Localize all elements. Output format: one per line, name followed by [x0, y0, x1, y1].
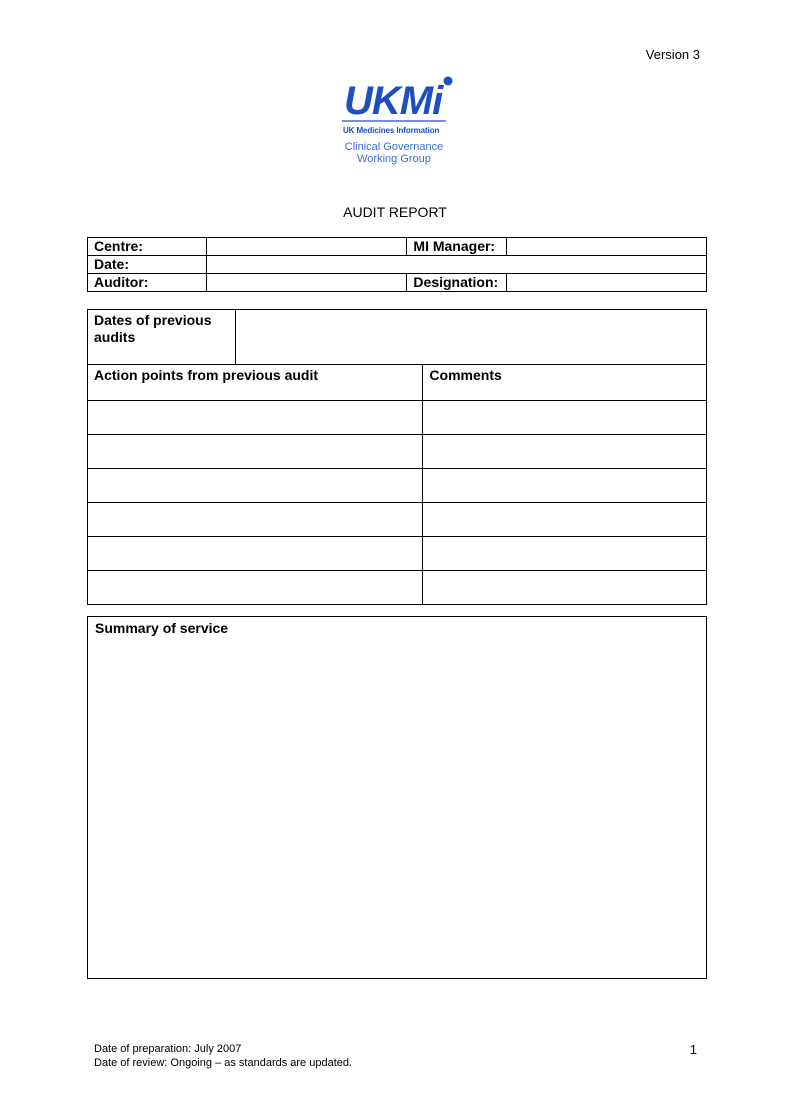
action-row — [88, 537, 707, 571]
date-row — [88, 256, 707, 274]
ukmi-logo-icon — [330, 72, 458, 126]
summary-of-service-label: Summary of service — [95, 620, 229, 636]
page-number: 1 — [689, 1042, 697, 1057]
working-group-name — [330, 141, 458, 165]
centre-field[interactable] — [206, 238, 407, 256]
comment-cell[interactable] — [423, 469, 707, 503]
audit-info-table — [87, 237, 707, 292]
group-line-1: Clinical Governance — [344, 141, 444, 153]
action-row — [88, 469, 707, 503]
action-point-cell[interactable] — [88, 469, 423, 503]
action-point-cell[interactable] — [88, 401, 423, 435]
auditor-field[interactable] — [206, 274, 407, 292]
dates-row — [88, 310, 707, 365]
action-header-row — [88, 365, 707, 401]
action-row — [88, 435, 707, 469]
designation-label: Designation: — [407, 274, 507, 292]
dates-label-line-2: audits — [94, 329, 136, 345]
group-line-2: Working Group — [357, 153, 431, 165]
comment-cell[interactable] — [423, 537, 707, 571]
dates-of-previous-audits-label — [88, 310, 236, 365]
svg-text:UKMi: UKMi — [344, 79, 443, 123]
date-field[interactable] — [206, 256, 706, 274]
dates-label-line-1: Dates of previous — [94, 312, 212, 328]
date-of-preparation: Date of preparation: July 2007 — [94, 1043, 242, 1055]
dates-of-previous-audits-field[interactable] — [235, 310, 706, 365]
centre-label: Centre: — [88, 238, 207, 256]
action-points-header: Action points from previous audit — [88, 365, 423, 401]
summary-of-service-box[interactable] — [87, 616, 707, 979]
action-row — [88, 401, 707, 435]
auditor-row — [88, 274, 707, 292]
centre-row — [88, 238, 707, 256]
previous-audit-table — [87, 309, 707, 605]
date-label: Date: — [88, 256, 207, 274]
comment-cell[interactable] — [423, 503, 707, 537]
designation-field[interactable] — [507, 274, 707, 292]
auditor-label: Auditor: — [88, 274, 207, 292]
action-row — [88, 571, 707, 605]
manager-field[interactable] — [507, 238, 707, 256]
action-point-cell[interactable] — [88, 435, 423, 469]
logo-subtitle: UK Medicines Information — [343, 126, 440, 135]
action-point-cell[interactable] — [88, 571, 423, 605]
comment-cell[interactable] — [423, 571, 707, 605]
manager-label: MI Manager: — [407, 238, 507, 256]
ukmi-logo — [330, 72, 458, 126]
comments-header: Comments — [423, 365, 707, 401]
action-row — [88, 503, 707, 537]
date-of-review: Date of review: Ongoing – as standards are updated. — [94, 1057, 353, 1069]
comment-cell[interactable] — [423, 401, 707, 435]
action-point-cell[interactable] — [88, 503, 423, 537]
comment-cell[interactable] — [423, 435, 707, 469]
footer — [94, 1042, 352, 1070]
version-label: Version 3 — [645, 47, 700, 62]
report-title: AUDIT REPORT — [343, 204, 447, 220]
action-point-cell[interactable] — [88, 537, 423, 571]
